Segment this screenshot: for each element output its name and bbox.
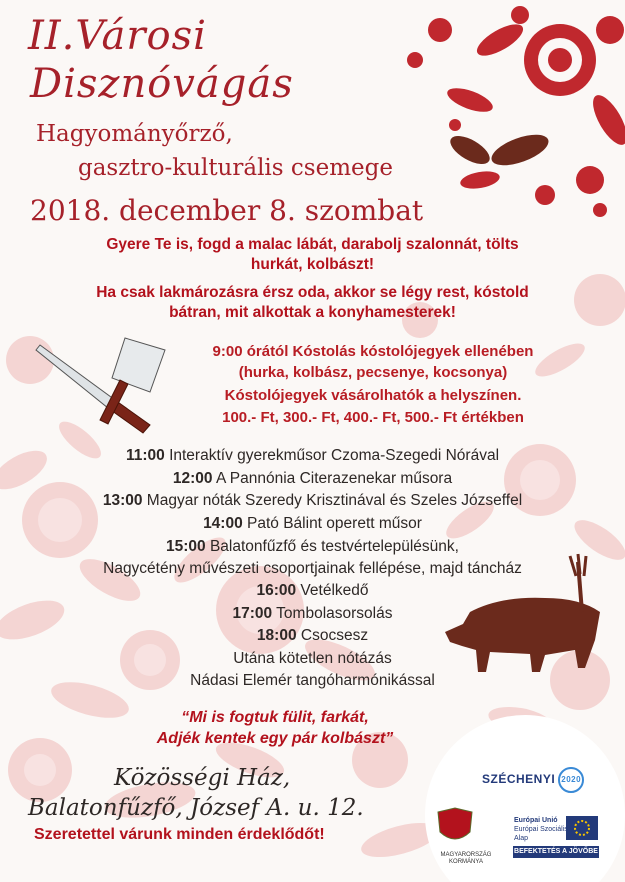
event-date: 2018. december 8. szombat [30, 194, 424, 227]
program-item: 15:00 Balatonfűzfő és testvértelepülésünk, [166, 538, 459, 555]
venue-line-1: Közösségi Ház, [114, 765, 291, 791]
subtitle-line-1: Hagyományőrző, [36, 121, 233, 147]
program-item: Utána kötetlen nótázás [233, 650, 392, 667]
title-line-2: Disznóvágás [30, 61, 294, 107]
venue-line-2: Balatonfűzfő, József A. u. 12. [28, 795, 364, 821]
szechenyi-logo: SZÉCHENYI 2020 [482, 767, 584, 793]
quote-line-2: Adjék kentek egy pár kolbászt” [156, 730, 394, 747]
tasting-line: (hurka, kolbász, pecsenye, kocsonya) [238, 364, 508, 381]
tasting-line: Kóstolójegyek vásárolhatók a helyszínen. [224, 387, 522, 404]
program-item: 17:00 Tombolasorsolás [232, 605, 393, 622]
quote-line-1: “Mi is fogtuk fülit, farkát, [181, 709, 369, 726]
title-line-1: II.Városi [28, 13, 207, 59]
program-item: Nádasi Elemér tangóharmónikással [190, 672, 435, 689]
subtitle-line-2: gasztro-kulturális csemege [78, 155, 393, 181]
kormany-label: MAGYARORSZÁG KORMÁNYA [440, 852, 492, 865]
szechenyi-year-badge: 2020 [558, 767, 584, 793]
intro-paragraph-2 [30, 283, 595, 323]
intro-paragraph-1 [30, 235, 595, 275]
program-item: 16:00 Vetélkedő [256, 582, 369, 599]
program-item: 11:00 Interaktív gyerekműsor Czoma-Szegedi Nórával [125, 447, 500, 464]
program-item: 18:00 Csocsesz [256, 627, 369, 644]
intro-line: bátran, mit alkottak a konyhamesterek! [169, 304, 456, 321]
knife-cleaver-icon [36, 338, 165, 433]
program-item: Nagycétény művészeti csoportjainak fellépése, majd táncház [103, 560, 522, 577]
tasting-line: 100.- Ft, 300.- Ft, 400.- Ft, 500.- Ft értékben [222, 409, 524, 426]
program-item: 12:00 A Pannónia Citerazenekar műsora [172, 470, 453, 487]
floral-ornament [407, 6, 625, 217]
befektetes-banner: BEFEKTETÉS A JÖVŐBE [513, 846, 599, 858]
intro-line: hurkát, kolbászt! [250, 256, 375, 273]
welcome-text: Szeretettel várunk minden érdeklődőt! [34, 826, 325, 843]
tasting-line: 9:00 órától Kóstolás kóstolójegyek ellenében [212, 343, 534, 360]
program-item: 14:00 Pató Bálint operett műsor [203, 515, 422, 532]
eu-label: Európai Unió Európai Szociális Alap [514, 817, 568, 842]
intro-line: Ha csak lakmározásra érsz oda, akkor se légy rest, kóstold [96, 284, 529, 301]
intro-line: Gyere Te is, fogd a malac lábát, darabolj szalonnát, tölts [106, 236, 519, 253]
program-item: 13:00 Magyar nóták Szeredy Krisztinával és Szeles Józseffel [102, 492, 523, 509]
